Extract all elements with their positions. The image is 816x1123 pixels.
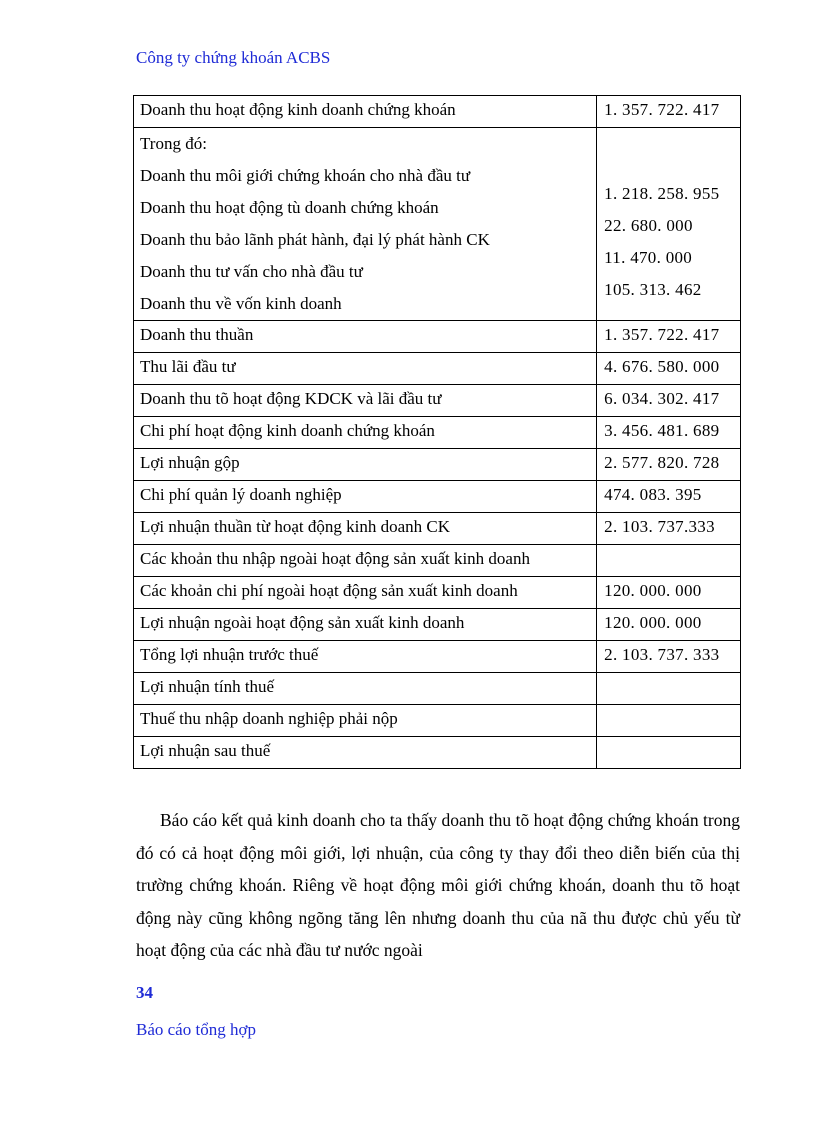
table-row — [134, 96, 741, 128]
row-value: 6. 034. 302. 417 — [597, 385, 741, 417]
breakdown-values — [597, 128, 741, 321]
row-value: 2. 577. 820. 728 — [597, 449, 741, 481]
table-body-rows — [134, 321, 741, 769]
row-value: 3. 456. 481. 689 — [597, 417, 741, 449]
table-row — [134, 705, 741, 737]
page-number: 34 — [136, 983, 153, 1002]
breakdown-item-value: 22. 680. 000 — [604, 216, 693, 235]
row-label: Lợi nhuận tính thuế — [134, 673, 597, 705]
table-row — [134, 577, 741, 609]
footer-title: Báo cáo tổng hợp — [136, 1020, 256, 1039]
row-label: Lợi nhuận sau thuế — [134, 737, 597, 769]
header-company-name: Công ty chứng khoán ACBS — [136, 48, 331, 67]
table-row — [134, 353, 741, 385]
row-label: Các khoản chi phí ngoài hoạt động sản xuất kinh doanh — [134, 577, 597, 609]
row-value: 2. 103. 737. 333 — [597, 641, 741, 673]
row-value: 1. 357. 722. 417 — [597, 321, 741, 353]
row-label: Doanh thu tõ hoạt động KDCK và lãi đầu tư — [134, 385, 597, 417]
table-row — [134, 609, 741, 641]
breakdown-item-label: Doanh thu về vốn kinh doanh — [140, 294, 342, 313]
table-row — [134, 417, 741, 449]
row-value: 2. 103. 737.333 — [597, 513, 741, 545]
breakdown-item-value: 105. 313. 462 — [604, 280, 702, 299]
row-label: Lợi nhuận ngoài hoạt động sản xuất kinh doanh — [134, 609, 597, 641]
summary-paragraph: Báo cáo kết quả kinh doanh cho ta thấy doanh thu tõ hoạt động chứng khoán trong đó có cả hoạt động môi giới, lợi nhuận, của công ty thay đổi theo diễn biến của thị trường chứng khoán. Riêng về hoạt động môi giới chứng khoán, doanh thu tõ hoạt động này cũng không ngõng tăng lên nhưng doanh thu của nã thu được chủ yếu từ hoạt động của các nhà đầu tư nước ngoài — [136, 810, 740, 960]
row-value: 120. 000. 000 — [597, 609, 741, 641]
table-row — [134, 737, 741, 769]
row-value — [597, 737, 741, 769]
table-row — [134, 321, 741, 353]
breakdown-item-label: Doanh thu hoạt động tù doanh chứng khoán — [140, 198, 439, 217]
row-label: Doanh thu thuần — [134, 321, 597, 353]
breakdown-item-label: Doanh thu tư vấn cho nhà đầu tư — [140, 262, 363, 281]
table-row — [134, 449, 741, 481]
row-value — [597, 705, 741, 737]
breakdown-labels — [134, 128, 597, 321]
row-label: Lợi nhuận thuần từ hoạt động kinh doanh CK — [134, 513, 597, 545]
row-label: Doanh thu hoạt động kinh doanh chứng khoán — [134, 96, 597, 128]
breakdown-item-label: Doanh thu bảo lãnh phát hành, đại lý phát hành CK — [140, 230, 490, 249]
row-label: Các khoản thu nhập ngoài hoạt động sản xuất kinh doanh — [134, 545, 597, 577]
row-value: 474. 083. 395 — [597, 481, 741, 513]
breakdown-item-value: 1. 218. 258. 955 — [604, 184, 720, 203]
table-row — [134, 545, 741, 577]
row-value — [597, 673, 741, 705]
row-label: Tổng lợi nhuận trước thuế — [134, 641, 597, 673]
financial-results-table — [133, 95, 741, 769]
table-row — [134, 385, 741, 417]
table-row — [134, 673, 741, 705]
breakdown-item-label: Doanh thu môi giới chứng khoán cho nhà đầu tư — [140, 166, 471, 185]
row-label: Thuế thu nhập doanh nghiệp phải nộp — [134, 705, 597, 737]
row-label: Lợi nhuận gộp — [134, 449, 597, 481]
breakdown-heading: Trong đó: — [140, 134, 207, 153]
row-label: Chi phí hoạt động kinh doanh chứng khoán — [134, 417, 597, 449]
breakdown-row — [134, 128, 741, 321]
table-row — [134, 481, 741, 513]
row-value: 120. 000. 000 — [597, 577, 741, 609]
breakdown-item-value: 11. 470. 000 — [604, 248, 693, 267]
row-value — [597, 545, 741, 577]
row-value: 1. 357. 722. 417 — [597, 96, 741, 128]
table-row — [134, 641, 741, 673]
row-value: 4. 676. 580. 000 — [597, 353, 741, 385]
row-label: Thu lãi đầu tư — [134, 353, 597, 385]
row-label: Chi phí quản lý doanh nghiệp — [134, 481, 597, 513]
table-row — [134, 513, 741, 545]
